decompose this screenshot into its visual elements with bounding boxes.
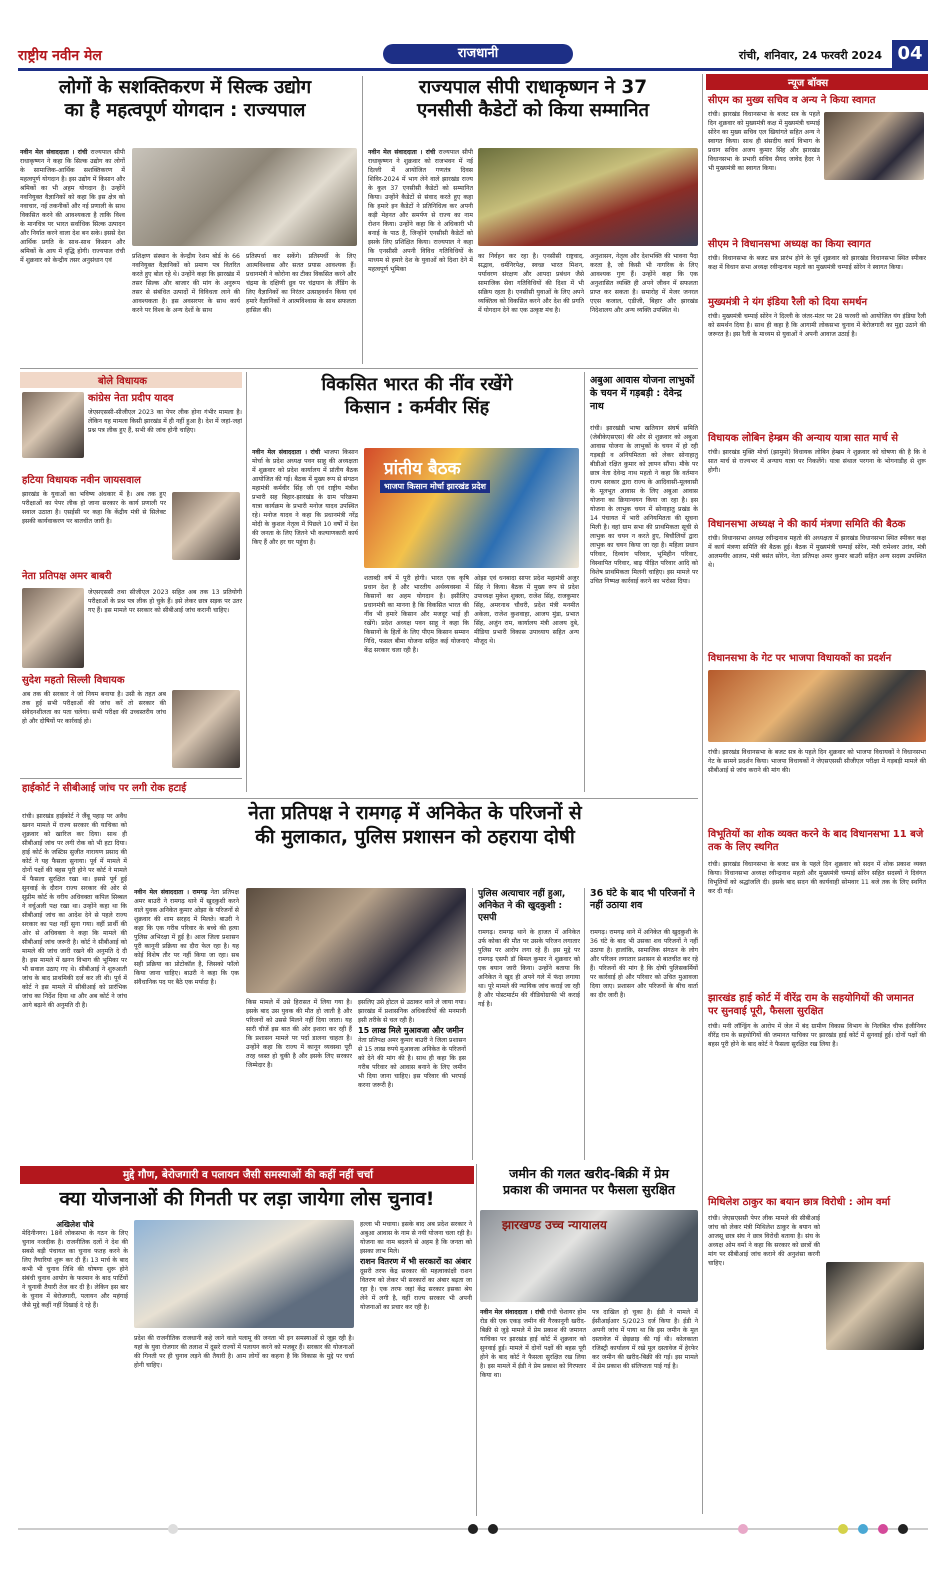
vidhayak-1-photo	[22, 392, 84, 458]
story2-body-c: अनुशासन, नेतृत्व और देशभक्ति की भावना पैदा करता है, जो किसी भी नागरिक के लिए आवश्यक गुण हैं। उन्होंने कहा कि एक अनुशासित व्यक्ति ही अपने जीवन में सफलता प्राप्त कर सकता है। समारोह में मेजर जनरल एएस कजाल, एडीजी, बिहार और झारखंड निदेशालय और अन्य व्यक्ति उपस्थित थे।	[590, 253, 698, 314]
dateline: रांची, शनिवार, 24 फरवरी 2024	[738, 49, 882, 62]
story4-headline-line1: नेता प्रतिपक्ष ने रामगढ़ में अनिकेत के परिजनों से	[248, 802, 582, 824]
reg-dot	[838, 1524, 848, 1534]
vidhayak-3-quote: जेएसएससी तथा सीजीएल 2023 सहित अब तक 13 प्रतियोगी परीक्षाओं के प्रश्न पत्र लीक हो चुके हैं। इसे लेकर छात्र सड़क पर उतर गए हैं। इस मामले पर सरकार को सीबीआई जांच करानी चाहिए।	[88, 589, 242, 614]
hc-divider	[20, 778, 242, 779]
story2-headline-line2: एनसीसी कैडेटों को किया सम्मानित	[416, 100, 650, 122]
story2-headline	[368, 76, 698, 122]
land-body-b: पत्र दाखिल हो चुका है। ईडी ने मामले में ईसीआईआर 5/2023 दर्ज किया है। ईडी ने अपनी जांच में पाया था कि इस जमीन के मूल दस्तावेज में छेड़छाड़ की गई थी। कोलकाता रजिस्ट्री कार्यालय में रखे मूल दस्तावेज में हेरफेर कर जमीन की खरीद-बिक्री की गई। इस मामले में प्रेम प्रकाश की संलिप्तता पाई गई है।	[592, 1309, 698, 1370]
vidhayak-2-name: हटिया विधायक नवीन जायसवाल	[22, 475, 141, 486]
story2-body-b: का निर्वहन कर रहा है। एनसीसी राष्ट्रवाद, सद्भाव, धर्मनिरपेक्ष, स्वच्छ भारत मिशन, पर्यावरण संरक्षण और आपदा प्रबंधन जैसे सामाजिक सेवा गतिविधियों की दिशा में भी सक्रिय रहता है। एनसीसी युवाओं के लिए अपने व्यक्तित्व को विकसित करने और देश की प्रगति में योगदान देने का एक उत्कृष्ट मंच है।	[478, 253, 584, 314]
story4-body-c: इसलिए उसे होटल से उठाकर थाने ले जाया गया। झारखंड में प्रशासनिक अधिकारियों की मनमानी इसी तरीके से चल रही है।	[358, 999, 466, 1024]
bole-vidhayak-title: बोले विधायक	[98, 376, 147, 387]
vidhayak-4-quote: अब तक की सरकार ने जो नियम बनाया है। उसी के तहत अब तक हुई सभी परीक्षाओं की जांच करें तो सरकार की संवेदनशीलता का पता चलेगा। सभी परीक्षा की उच्चस्तरीय जांच हो और दोषियों पर कार्रवाई हो।	[22, 691, 166, 725]
right-col-divider	[702, 74, 703, 1514]
land-court-sign: झारखण्ड उच्च न्यायालय	[502, 1218, 607, 1232]
story1-headline	[20, 76, 350, 122]
land-photo	[480, 1210, 698, 1302]
col-divider-3	[584, 372, 585, 792]
story4-headline-line2: की मुलाकात, पुलिस प्रशासन को ठहराया दोषी	[255, 825, 575, 848]
registration-bar	[18, 1523, 928, 1535]
masthead-rule	[18, 68, 928, 71]
story4-body-b: किस मामले में उसे हिरासत में लिया गया है। इसके बाद उस युवक की मौत हो जाती है और परिजनों को उससे मिलने नहीं दिया जाता। यह सारी चीजें इस बात की ओर इशारा कर रही हैं कि प्रशासन मामले पर पर्दा डालना चाहता है। उन्होंने कहा कि राज्य में कानून व्यवस्था पूरी तरह ध्वस्त हो चुकी है और इसके लिए सरकार जिम्मेदार है।	[246, 999, 352, 1069]
reg-dot	[468, 1524, 478, 1534]
reg-dot	[168, 1524, 178, 1534]
land-headline-line2: प्रकाश की जमानत पर फैसला सुरक्षित	[503, 1181, 675, 1197]
col-divider-2	[246, 372, 247, 792]
news-item-3-body: रांची। मुख्यमंत्री चम्पाई सोरेन ने दिल्ली के जंतर-मंतर पर 28 फरवरी को आयोजित यंग इंडिया रैली को समर्थन दिया है। साथ ही कहा है कि आगामी लोकसभा चुनाव में बेरोजगारी का मुद्दा उठाने की जरूरत है। इस रैली के माध्यम से युवाओं ने अपनी आवाज उठाई है।	[708, 313, 926, 338]
story2-headline-line1: राज्यपाल सीपी राधाकृष्णन ने 37	[418, 77, 648, 98]
news-box-title: न्यूज बॉक्स	[788, 78, 829, 89]
news-item-4-body: रांची। झारखंड मुक्ति मोर्चा (झामुमो) विधायक लोबिन हेम्ब्रम ने शुक्रवार को घोषणा की है कि वे सात मार्च से राज्यभर में अन्याय यात्रा पर निकलेंगे। यात्रा संथाल परगना के भोगनाडीह से शुरू होगी।	[708, 449, 926, 474]
story3-banner-small: भाजपा किसान मोर्चा झारखंड प्रदेश	[380, 480, 490, 493]
hc-body: रांची। झारखंड हाईकोर्ट ने जैंबू पहाड़ पर अवैध खनन मामले में राज्य सरकार की याचिका को शुक्रवार को खारिज कर दिया। साथ ही सीबीआई जांच पर लगी रोक को भी हटा दिया। हाई कोर्ट के जस्टिस सुजीत नारायण प्रसाद की कोर्ट ने यह फैसला सुनाया। पूर्व में मामले में दोनों पक्षों की बहस पूरी होने पर कोर्ट ने मामले में फैसला सुरक्षित रखा था। इससे पूर्व हुई सुनवाई के दौरान राज्य सरकार की ओर से सुप्रीम कोर्ट के वरीय अधिवक्ता कपिल सिब्बल ने वर्चुअली पक्ष रखा था। उन्होंने कहा था कि सीबीआई जांच का आदेश देने से पहले राज्य सरकार का पक्ष नहीं सुना गया। वहीं प्रार्थी की ओर से अधिवक्ता ने कहा कि मामले की सीबीआई जांच जरूरी है। कोर्ट ने सीबीआई को मामले की जांच जारी रखने की अनुमति दे दी है। इस मामले में खनन विभाग की भूमिका पर भी सवाल उठाए गए थे। सीबीआई ने शुरुआती जांच के बाद प्राथमिकी दर्ज कर ली थी। पूर्व में कोर्ट ने इस मामले में सीबीआई को प्रारंभिक जांच का निर्देश दिया था और अब कोर्ट ने जांच आगे बढ़ाने की अनुमति दी है।	[22, 813, 127, 1009]
story4-divider	[130, 798, 698, 799]
news-item-1-photo	[824, 112, 924, 180]
news-item-7-heading: विभूतियों का शोक व्यक्त करने के बाद विधानसभा 11 बजे तक के लिए स्थगित	[708, 829, 924, 853]
story4-headline	[132, 802, 698, 850]
story1-byline: नवीन मेल संवाददाता । रांची	[20, 149, 88, 156]
story4-byline: नवीन मेल संवाददाता । रामगढ़	[134, 889, 208, 896]
story1-headline-line2: का है महत्वपूर्ण योगदान : राज्यपाल	[64, 100, 306, 122]
ghante-body: रामगढ़। रामगढ़ थाने में अनिकेत की खुदकुशी के 36 घंटे के बाद भी उसका शव परिजनों ने नहीं उठाया है। हालांकि, सामाजिक संगठन के लोग और परिजन लगातार प्रशासन से बातचीत कर रहे हैं। परिजनों की मांग है कि दोषी पुलिसकर्मियों पर कार्रवाई हो और परिवार को उचित मुआवजा दिया जाए। प्रशासन और परिजनों के बीच वार्ता का दौर जारी है।	[590, 929, 698, 999]
news-item-7-body: रांची। झारखंड विधानसभा के बजट सत्र के पहले दिन शुक्रवार को सदन में शोक प्रकाश व्यक्त किया। विधानसभा अध्यक्ष रवीन्द्रनाथ महतो और मुख्यमंत्री चम्पाई सोरेन सहित सदस्यों ने दिवंगत विभूतियों को श्रद्धांजलि दी। इसके बाद सदन की कार्यवाही सोमवार 11 बजे तक के लिए स्थगित कर दी गई।	[708, 861, 926, 895]
story4-subheading: 15 लाख मिले मुआवजा और जमीन	[358, 1026, 464, 1035]
story1-photo	[132, 148, 357, 246]
news-item-6-heading: विधानसभा के गेट पर भाजपा विधायकों का प्रदर्शन	[708, 653, 892, 664]
story2-text-a	[368, 148, 473, 363]
story1-body-a: राज्यपाल सीपी राधाकृष्णन ने कहा कि सिल्क उद्योग का लोगों के सामाजिक-आर्थिक सशक्तिकरण में महत्वपूर्ण योगदान है। इस उद्योग में किसान और श्रमिकों का भी अहम योगदान है। उन्होंने नवनियुक्त वैज्ञानिकों को कहा कि इस क्षेत्र को नवाचार, नई तकनीकों और नई प्रणाली के साथ विकसित करने की आवश्यकता है ताकि विश्व के मानचित्र पर भारत सर्वाधिक सिल्क उत्पादन और निर्यात करने वाला देश बन सके। इससे देश आर्थिक प्रगति के साथ-साथ किसान और श्रमिकों के आय में वृद्धि होगी। राज्यपाल रांची में शुक्रवार को केन्द्रीय तसर अनुसंधान एवं	[20, 149, 125, 264]
vidhayak-2-photo	[172, 492, 240, 560]
land-byline: नवीन मेल संवाददाता । रांची	[480, 1309, 545, 1316]
story1-body-c: प्रतिस्पर्धा कर सकेंगे। प्रतिस्पर्धी के लिए आत्मविश्वास और सतत प्रयास आवश्यक हैं। प्रधानमंत्री ने कोरोना का टीका विकसित करने और चंद्रमा के दक्षिणी ध्रुव पर चंद्रयान के लैंडिंग के लिए वैज्ञानिकों का निरंतर उत्साहवर्धन किया एवं हमारे वैज्ञानिकों ने आत्मविश्वास के साथ सफलता हासिल की।	[246, 253, 356, 314]
news-item-6-body: रांची। झारखंड विधानसभा के बजट सत्र के पहले दिन शुक्रवार को भाजपा विधायकों ने विधानसभा गेट के सामने प्रदर्शन किया। भाजपा विधायकों ने जेएसएससी सीजीएल परीक्षा में गड़बड़ी मामले की सीबीआई से जांच कराने की मांग की।	[708, 749, 926, 774]
news-item-8-heading: झारखंड हाई कोर्ट में वीरेंद्र राम के सहयोगियों की जमानत पर सुनवाई पूरी, फैसला सुरक्षित	[708, 993, 914, 1017]
ghante-headline: 36 घंटे के बाद भी परिजनों ने नहीं उठाया शव	[590, 888, 695, 911]
col-divider-5	[584, 888, 585, 1160]
awas-body: रांची। झारखंडी भाषा खतियान संघर्ष समिति (जेबीकेएसएस) की ओर से शुक्रवार को अबुआ आवास योजना के लाभुकों के चयन में हो रही गड़बड़ी व अनियमितता को लेकर सोनाहातु बीडीओ रक्षित कुमार को ज्ञापन सौंपा। मौके पर छात्र नेता देवेन्द्र नाथ महतो ने कहा कि वर्तमान राज्य सरकार द्वारा राज्य के आदिवासी-मूलवासी के मूलभूत आवास के लिए अबुआ आवास योजना का क्रियान्वयन किया जा रहा है। इस योजना के लाभुक चयन में सोनाहातु प्रखंड के 14 पंचायत में भारी अनियमितता की सूचना मिली है। वहां ग्राम सभा की प्राथमिकता सूची से लाभुक का चयन न करते हुए, बिचौलियों द्वारा लाभुक का चयन किया जा रहा है। महिला प्रधान परिवार, दिव्यांग परिवार, भूमिहीन परिवार, विस्थापित परिवार, बाढ़ पीड़ित परिवार आदि को विशेष प्राथमिकता मिलनी चाहिए। इस मामले पर उचित निष्पक्ष कार्रवाई करने का भरोसा दिया।	[590, 425, 698, 585]
land-body-a: रांची चेशायर होम रोड की एक एकड़ जमीन की गैरकानूनी खरीद-बिक्री से जुड़े मामले में प्रेम प्रकाश की जमानत याचिका पर झारखंड हाई कोर्ट में शुक्रवार को सुनवाई हुई। मामले में दोनों पक्षों की बहस पूरी होने के बाद कोर्ट ने फैसला सुरक्षित रख लिया है। इस मामले में ईडी ने प्रेम प्रकाश को गिरफ्तार किया था।	[480, 1309, 586, 1379]
news-item-8-body: रांची। मनी लॉन्ड्रिंग के आरोप में जेल में बंद ग्रामीण विकास विभाग के निलंबित चीफ इंजीनियर वीरेंद्र राम के सहयोगियों की जमानत याचिका पर झारखंड हाई कोर्ट में सुनवाई हुई। दोनों पक्षों की बहस पूरी होने के बाद कोर्ट ने फैसला सुरक्षित रख लिया है।	[708, 1023, 926, 1048]
mudde-body-b: प्रदेश की राजनीतिक राजधानी कहे जाने वाले पलामू की जनता भी इन समस्याओं से जूझ रही है। यहां के युवा रोजगार की तलाश में दूसरे राज्यों में पलायन करने को मजबूर हैं। सरकार की योजनाओं की गिनती पर ही चुनाव लड़ने की तैयारी है। आम लोगों का कहना है कि विकास के मुद्दे पर चर्चा होनी चाहिए।	[134, 1335, 354, 1369]
land-headline-line1: जमीन की गलत खरीद-बिक्री में प्रेम	[509, 1166, 669, 1181]
mudde-headline: क्या योजनाओं की गिनती पर लड़ा जायेगा लोस चुनाव!	[59, 1188, 435, 1210]
news-item-5-heading: विधानसभा अध्यक्ष ने की कार्य मंत्रणा समिति की बैठक	[708, 519, 906, 530]
news-item-9-body: रांची। जेएसएससी पेपर लीक मामले की सीबीआई जांच को लेकर मंत्री मिथिलेश ठाकुर के बयान को आजसू छात्र संघ ने छात्र विरोधी बताया है। संघ के अध्यक्ष ओम वर्मा ने कहा कि सरकार को छात्रों की मांग पर सीबीआई जांच कराने की अनुशंसा करनी चाहिए।	[708, 1215, 820, 1267]
story3-headline-line2: किसान : कर्मवीर सिंह	[344, 396, 490, 418]
vidhayak-4-name: सुदेश महतो सिल्ली विधायक	[22, 675, 125, 686]
land-headline	[480, 1166, 698, 1197]
story3-body-b: शताब्दी वर्ष में पूरी होगी। भारत एक कृषि प्रधान देश है और भारतीय अर्थव्यवस्था में किसानों का अहम योगदान है। इसीलिए प्रधानमंत्री का मानना है कि विकसित भारत की नींव भी हमारे किसान और मजदूर भाई ही रखेंगे। प्रदेश अध्यक्ष पवन साहू ने कहा कि किसानों के हितों के लिए पीएम किसान सम्मान निधि, फसल बीमा योजना सहित कई योजनाएं केंद्र सरकार चला रही है।	[364, 575, 469, 654]
police-body: रामगढ़। रामगढ़ थाने के हाजत में अनिकेत उर्फ कोका की मौत पर उसके परिजन लगातार पुलिस पर आरोप लगा रहे हैं। इस मुद्दे पर रामगढ़ एसपी डॉ बिमल कुमार ने शुक्रवार को एक बयान जारी किया। उन्होंने बताया कि अनिकेत ने खुद ही अपने गले में फंदा लगाया था। पूरे मामले की न्यायिक जांच कराई जा रही है और पोस्टमार्टम की वीडियोग्राफी भी कराई गई है।	[478, 929, 580, 1008]
reg-dot	[738, 1524, 748, 1534]
vidhayak-3-photo	[22, 588, 84, 668]
row-divider	[20, 368, 698, 369]
news-item-1-heading: सीएम का मुख्य सचिव व अन्य ने किया स्वागत	[708, 95, 876, 106]
mudde-body-a: मेदिनीनगर। 18वें लोकसभा के गठन के लिए चुनाव नजदीक है। राजनीतिक दलों ने देश की सबसे बड़ी पंचायत का चुनाव फतह करने के लिए तैयारियां शुरू कर दी हैं। 13 मार्च के बाद कभी भी चुनाव तिथि की घोषणा शुरू होने संबंधी चुनाव आयोग के फरमान के बाद पार्टियों ने चुनावी तैयारी तेज कर दी है। लेकिन इस बार के चुनाव में बेरोजगारी, पलायन और महंगाई जैसे मुद्दे कहीं नहीं दिखाई दे रहे हैं।	[22, 1230, 128, 1309]
police-headline: पुलिस अत्याचार नहीं हुआ, अनिकेत ने की खुदकुशी : एसपी	[478, 889, 566, 923]
col-divider	[362, 76, 363, 364]
reg-dot	[858, 1524, 868, 1534]
reg-dot	[898, 1524, 908, 1534]
story2-byline: नवीन मेल संवाददाता । रांची	[368, 149, 436, 156]
story4-body-a: नेता प्रतिपक्ष अमर बाउरी ने रामगढ़ थाने में खुदकुशी करने वाले युवक अनिकेत कुमार ओझा के परिजनों से शुक्रवार की शाम सरहद में मिलते। बाउरी ने कहा कि एक गरीब परिवार के बच्चे की हत्या पुलिस अभिरक्षा में हुई है। आज जिला प्रशासन पूरी कानूनी प्रक्रिया का दौरा फेल रहा है। यह कोई विशेष तौर पर नहीं किया जा रहा। सब सही प्रक्रिया का प्रोटोकॉल है, जिसको फॉलो किया जाना चाहिए। बाउरी ने कहा कि एक संवैधानिक पद पर बैठे एक मर्यादा है।	[134, 889, 239, 986]
mudde-body-d: दूसरी तरफ केंद्र सरकार की महत्वाकांक्षी राशन वितरण को लेकर भी सरकारों का अंबार बढ़ता जा रहा है। एक तरफ जहां केंद्र सरकार इसका श्रेय लेने में लगी है, वहीं राज्य सरकार भी अपनी योजनाओं का प्रचार कर रही है।	[360, 1268, 472, 1311]
vidhayak-4-photo	[172, 690, 240, 768]
section-label: राजधानी	[383, 44, 573, 64]
story3-headline-line1: विकसित भारत की नींव रखेंगे	[321, 374, 513, 395]
story2-body-a: राज्यपाल सीपी राधाकृष्णन ने शुक्रवार को राजभवन में नई दिल्ली में आयोजित गणतंत्र दिवस शिविर-2024 में भाग लेने वाले झारखंड राज्य के कुल 37 एनसीसी कैडेटों को सम्मानित किया। उन्होंने कैडेटों से संवाद करते हुए कहा कि हमारे इन कैडेटों ने प्रतिनिधित्व कर अपनी कड़ी मेहनत और समर्पण से राज्य का नाम रोशन किया। उन्होंने कहा कि वे अधिकारी भी बनाई के पाठ हैं, जिन्होंने एनसीसी कैडेटों को इसके लिए प्रशिक्षित किया। राज्यपाल ने कहा कि एनसीसी अपनी विविध गतिविधियों के माध्यम से हमारे देश के युवाओं को दिशा देने में महत्वपूर्ण भूमिका	[368, 149, 473, 273]
mudde-col-c	[360, 1220, 472, 1514]
news-item-1	[708, 94, 926, 107]
story3-body-a: भाजपा किसान मोर्चा के प्रदेश अध्यक्ष पवन साहू की अध्यक्षता में शुक्रवार को प्रदेश कार्यालय में प्रांतीय बैठक आयोजित की गई। बैठक में मुख्य रूप से संगठन महामंत्री कर्मवीर सिंह जी एवं राष्ट्रीय मंत्रीश प्रभारी सह बिहार-झारखंड के ग्राम परिक्रमा यात्रा कार्यक्रम के प्रभारी मनोज यादव उपस्थित रहे। मनोज यादव ने कहा कि प्रधानमंत्री नरेंद्र मोदी के कुशल नेतृत्व में पिछले 10 वर्षों में देश की जनता के लिए जितने भी कल्याणकारी कार्य किए हैं और हर घर पहुंचा है।	[252, 449, 358, 546]
reg-dot	[878, 1524, 888, 1534]
news-item-2-heading: सीएम ने विधानसभा अध्यक्ष का किया स्वागत	[708, 239, 871, 250]
mudde-body-c: हल्ला भी मचाया। इसके बाद अब प्रदेश सरकार ने अबुआ आवास के नाम से नयी योजना चला रही है। योजना का नाम बदलने से अहम है कि जनता को इसका लाभ मिले।	[360, 1221, 472, 1255]
story3-photo	[364, 448, 579, 568]
vidhayak-1-quote: जेएसएससी-सीजीएल 2023 का पेपर लीक होना गंभीर मामला है। लेकिन यह मामला किसी झारखंड में ही नहीं हुआ है। देश में जहां-जहां प्रश्न पत्र लीक हुए हैं, सभी की जांच होनी चाहिए।	[88, 409, 242, 434]
col-divider-4	[472, 888, 473, 1160]
vidhayak-1-name: कांग्रेस नेता प्रदीप यादव	[88, 393, 174, 404]
story3-banner-big: प्रांतीय बैठक	[384, 459, 461, 479]
awas-headline: अबुआ आवास योजना लाभुकों के चयन में गड़बड़ी : देवेन्द्र नाथ	[590, 375, 695, 412]
mudde-byline: अखिलेश चौबे	[56, 1220, 94, 1229]
mudde-text-a	[22, 1220, 128, 1516]
story4-text-a	[134, 888, 239, 1158]
mudde-band-text: मुद्दे गौण, बेरोजगारी व पलायन जैसी समस्याओं की कहीं नहीं चर्चा	[122, 1169, 374, 1181]
story4-body-d: नेता प्रतिपक्ष अमर कुमार बाउरी ने जिला प्रशासन से 15 लाख रुपये मुआवजा अनिकेत के परिजनों को देने की मांग की है। साथ ही कहा कि इस गरीब परिवार को आवास बनाने के लिए जमीन भी दिया जाना चाहिए। इस परिवार की भरपाई करना जरूरी है।	[358, 1037, 466, 1089]
news-item-9-heading: मिथिलेश ठाकुर का बयान छात्र विरोधी : ओम वर्मा	[708, 1197, 891, 1208]
vidhayak-2-quote: झारखंड के युवाओं का भविष्य अंधकार में है। अब तक हुए परीक्षाओं का पेपर लीक हो जाना सरकार के कार्य प्रणाली पर सवाल उठाता है। एसईसी पर कहा कि केंद्रीय मंत्री से सिलेक्ट इसकी कार्यवाकरण पर बातचीत जारी है।	[22, 491, 166, 525]
mudde-subheading: राशन वितरण में भी सरकारों का अंबार	[360, 1257, 472, 1266]
paper-name: राष्ट्रीय नवीन मेल	[18, 48, 102, 64]
story1-headline-line1: लोगों के सशक्तिकरण में सिल्क उद्योग	[58, 77, 312, 98]
story1-text-a	[20, 148, 125, 363]
news-item-2-body: रांची। विधानसभा के बजट सत्र प्रारंभ होने के पूर्व शुक्रवार को झारखंड विधानसभा स्थित स्पीकर कक्ष में विधान सभा अध्यक्ष रवीन्द्रनाथ महतो का मुख्यमंत्री चम्पाई सोरेन ने स्वागत किया।	[708, 255, 926, 271]
story2-photo	[478, 148, 698, 246]
news-item-3-heading: मुख्यमंत्री ने यंग इंडिया रैली को दिया समर्थन	[708, 297, 868, 308]
story3-body-c: ओझा एवं धनबादा सापर प्रदेश महामंत्री अजुर सिंह ने किया। बैठक में मुख्य रूप से प्रदेश उपाध्यक्ष मुकेश शुक्ला, राजेश सिंह, राजकुमार सिंह, अमरनाथ चौधरी, प्रदेश मंत्री मनमीत अकेला, राजेश कुशवाहा, आजय मुंडा, प्रभात सिंह, अजुंन राम, कार्यालय मंत्री आजय दुबे, मीडिया प्रभारी विकास उपाध्याय सहित अन्य मौजूद थे।	[474, 575, 579, 645]
story4-photo	[246, 888, 466, 993]
masthead	[18, 40, 928, 68]
story3-headline	[252, 374, 582, 419]
story3-text-a	[252, 448, 358, 788]
news-item-1-body: रांची। झारखंड विधानसभा के बजट सत्र के पहले दिन शुक्रवार को मुख्यमंत्री कक्ष में मुख्यमंत्री चम्पाई सोरेन का मुख्य सचिव एल खियांगते सहित अन्य ने स्वागत किया। साथ ही संसदीय कार्य विभाग के प्रधान सचिव अजय कुमार सिंह और झारखंड विधानसभा के प्रभारी सचिव सैयद जावेद हैदर ने भी मुख्यमंत्री का स्वागत किया।	[708, 111, 820, 172]
col-divider-6	[476, 1164, 477, 1516]
mudde-photo	[134, 1220, 354, 1328]
story3-byline: नवीन मेल संवाददाता । रांची	[252, 449, 321, 456]
hc-headline: हाईकोर्ट ने सीबीआई जांच पर लगी रोक हटाई	[22, 783, 187, 794]
news-item-5-body: रांची। विधानसभा अध्यक्ष रवीन्द्रनाथ महतो की अध्यक्षता में झारखंड विधानसभा स्थित स्पीकर कक्ष में कार्य मंत्रणा समिति की बैठक हुई। बैठक में मुख्यमंत्री चम्पाई सोरेन, मंत्री रामेश्वर उरांव, मंत्री आलमगीर आलम, मंत्री बसंत सोरेन, नेता प्रतिपक्ष अमर कुमार बाउरी सहित अन्य सदस्य उपस्थित थे।	[708, 535, 926, 569]
land-text-a	[480, 1308, 586, 1514]
page-number: 04	[892, 40, 928, 68]
story4-col-c	[358, 998, 466, 1158]
news-item-4-heading: विधायक लोबिन हेम्ब्रम की अन्याय यात्रा सात मार्च से	[708, 433, 898, 444]
news-item-9-photo	[826, 1262, 924, 1350]
story1-body-b: प्रशिक्षण संस्थान के केन्द्रीय रेशम बोर्ड के 66 नवनियुक्त वैज्ञानिकों को प्रमाण पत्र वितरित करते हुए बोल रहे थे। उन्होंने कहा कि झारखंड में तसर सिल्क और बाजार की मांग के अनुरूप तसर से संबंधित उत्पादों में विविधता लाने की आवश्यकता है। इस अवसरपर के साथ कार्य करने पर विश्व के अन्य देशों के साथ	[132, 253, 240, 314]
vidhayak-3-name: नेता प्रतिपक्ष अमर बाबरी	[22, 571, 112, 582]
reg-dot	[488, 1524, 498, 1534]
news-item-6-photo	[708, 670, 926, 742]
